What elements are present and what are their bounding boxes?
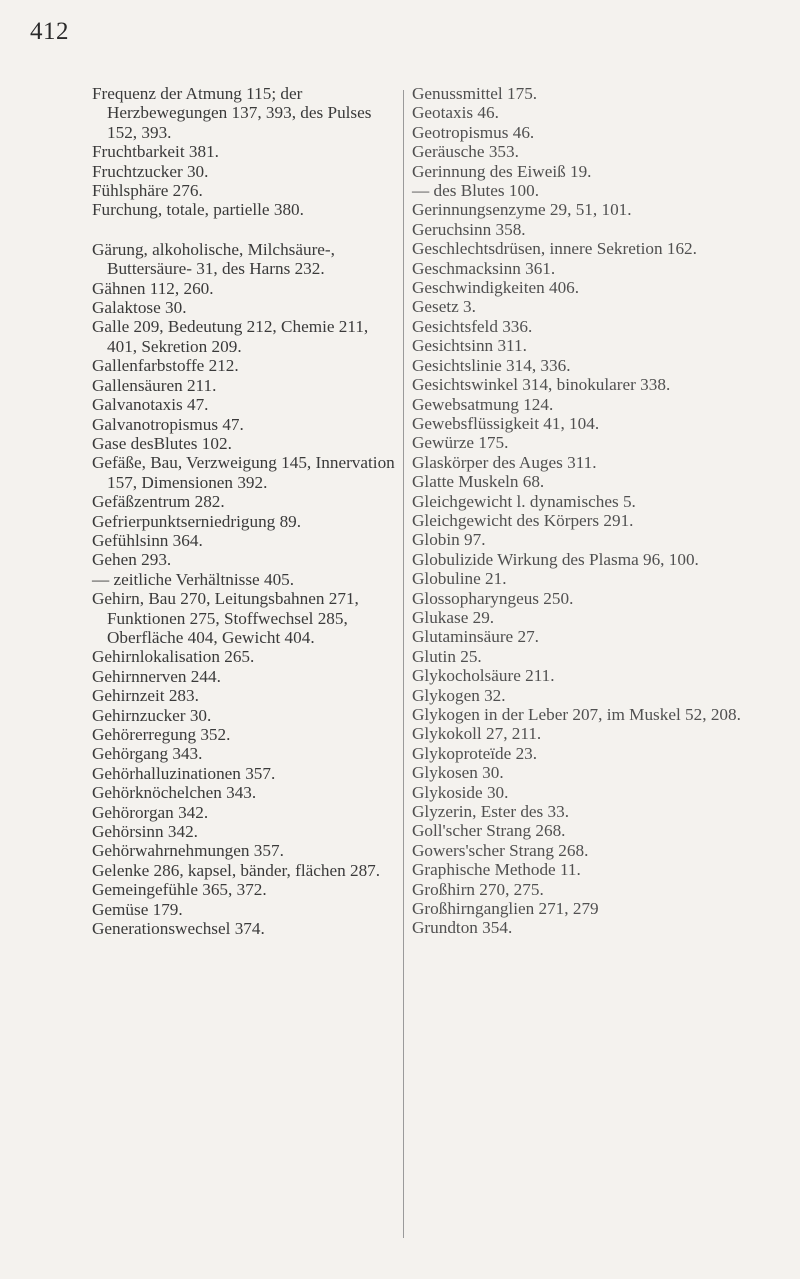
index-entry: Glutaminsäure 27. — [412, 627, 539, 647]
index-entry: Gewürze 175. — [412, 433, 509, 453]
index-entry: Generationswechsel 374. — [92, 919, 265, 939]
index-entry: Glukase 29. — [412, 607, 495, 627]
index-entry: Geräusche 353. — [412, 142, 519, 162]
index-entry: Gelenke 286, kapsel, bänder, flächen 287. — [92, 860, 381, 880]
index-entry: Gowers'scher Strang 268. — [412, 840, 589, 860]
index-entry: Gewebsflüssigkeit 41, 104. — [412, 413, 600, 433]
index-entry: Gefrierpunktserniedrigung 89. — [92, 511, 302, 531]
index-entry: Gehörhalluzinationen 357. — [92, 763, 276, 783]
index-entry: Gehörerregung 352. — [92, 725, 231, 744]
index-entry: Geotaxis 46. — [412, 103, 499, 123]
index-entry: Gehirnnerven 244. — [92, 666, 221, 686]
index-entry: Galvanotaxis 47. — [92, 395, 209, 415]
index-entry: Gewebsatmung 124. — [412, 394, 554, 414]
index-entry: Gleichgewicht des Körpers 291. — [412, 510, 634, 530]
index-entry: Graphische Methode 11. — [412, 860, 581, 880]
index-entry: Glyzerin, Ester des 33. — [412, 802, 570, 822]
index-column-right — [412, 84, 752, 938]
index-entry: Gehörgang 343. — [92, 744, 203, 764]
index-entry: Großhirnganglien 271, 279 — [412, 899, 599, 919]
index-entry: Glossopharyngeus 250. — [412, 588, 574, 608]
index-entry: Galle 209, Bedeutung 212, Chemie 211, 401, Sekretion 209. — [92, 317, 369, 356]
index-entry: Gemüse 179. — [92, 899, 183, 919]
index-entry: Gallenfarbstoffe 212. — [92, 356, 239, 376]
index-entry: Grundton 354. — [412, 918, 513, 938]
index-entry: Gefäße, Bau, Verzweigung 145, Innervation 157, Dimensionen 392. — [92, 453, 395, 492]
index-entry: Geruchsinn 358. — [412, 219, 526, 239]
index-entry: Glykoproteïde 23. — [412, 743, 538, 763]
section-gap — [92, 220, 397, 240]
index-entry: Genussmittel 175. — [412, 84, 538, 103]
page-number: 412 — [30, 18, 69, 45]
index-entry: — des Blutes 100. — [412, 181, 539, 201]
index-entry: Gesichtslinie 314, 336. — [412, 355, 571, 375]
index-entry: Glykocholsäure 211. — [412, 666, 555, 686]
index-entry: Gärung, alkoholische, Milchsäure-, Buttersäure- 31, des Harns 232. — [92, 239, 335, 279]
index-entry: Fruchtbarkeit 381. — [92, 142, 219, 162]
index-entry: Glykogen in der Leber 207, im Muskel 52, 208. — [412, 705, 741, 724]
index-entry: Glykoside 30. — [412, 782, 509, 802]
index-entry: Geotropismus 46. — [412, 122, 535, 142]
index-entry: Gehörwahrnehmungen 357. — [92, 841, 284, 861]
index-entry: Geschlechtsdrüsen, innere Sekretion 162. — [412, 239, 697, 259]
index-entry: Gallensäuren 211. — [92, 375, 217, 395]
index-entry: Gerinnung des Eiweiß 19. — [412, 161, 592, 181]
column-divider — [403, 90, 404, 1238]
index-entry: Globuline 21. — [412, 569, 507, 589]
index-entry: Gehirnlokalisation 265. — [92, 647, 255, 667]
index-entry: Großhirn 270, 275. — [412, 879, 544, 899]
index-entry: Gesichtsinn 311. — [412, 336, 527, 356]
index-entry: Gehörknöchelchen 343. — [92, 783, 257, 803]
index-entry: Gesichtsfeld 336. — [412, 316, 533, 336]
index-entry: Glaskörper des Auges 311. — [412, 452, 597, 472]
index-entry: Gefühlsinn 364. — [92, 530, 203, 550]
index-entry: Gehirnzeit 283. — [92, 686, 199, 706]
index-entry: Glatte Muskeln 68. — [412, 472, 545, 492]
index-entry: Gehirnzucker 30. — [92, 705, 212, 725]
index-entry: Gefäßzentrum 282. — [92, 492, 225, 512]
index-entry: Gleichgewicht l. dynamisches 5. — [412, 491, 636, 511]
index-entry: Glykosen 30. — [412, 763, 504, 783]
index-entry: Gehen 293. — [92, 550, 172, 570]
index-entry: Gähnen 112, 260. — [92, 278, 214, 298]
index-entry: Galvanotropismus 47. — [92, 414, 244, 434]
index-entry: Galaktose 30. — [92, 298, 187, 318]
index-entry: Gesetz 3. — [412, 297, 476, 317]
index-entry: Geschmacksinn 361. — [412, 258, 556, 278]
index-entry: Gesichtswinkel 314, binokularer 338. — [412, 375, 671, 395]
index-entry: Glykokoll 27, 211. — [412, 724, 542, 744]
index-entry: Goll'scher Strang 268. — [412, 821, 566, 841]
index-entry: Geschwindigkeiten 406. — [412, 278, 580, 298]
index-entry: — zeitliche Verhältnisse 405. — [92, 569, 295, 589]
index-entry: Gehörsinn 342. — [92, 822, 198, 842]
index-entry: Gehirn, Bau 270, Leitungsbahnen 271, Funktionen 275, Stoffwechsel 285, Oberfläche 404, Gewicht 404. — [92, 589, 359, 647]
index-entry: Globin 97. — [412, 530, 486, 550]
index-entry: Glykogen 32. — [412, 685, 506, 705]
index-entry: Glutin 25. — [412, 646, 482, 666]
index-entry: Fühlsphäre 276. — [92, 181, 203, 201]
index-entry: Frequenz der Atmung 115; der Herzbewegungen 137, 393, des Pulses 152, 393. — [92, 84, 372, 142]
index-entry: Gase desBlutes 102. — [92, 433, 232, 453]
index-entry: Furchung, totale, partielle 380. — [92, 200, 304, 220]
index-entry: Fruchtzucker 30. — [92, 161, 209, 181]
index-entry: Gerinnungsenzyme 29, 51, 101. — [412, 200, 632, 220]
index-entry: Globulizide Wirkung des Plasma 96, 100. — [412, 549, 699, 569]
index-entry: Gemeingefühle 365, 372. — [92, 880, 267, 900]
index-entry: Gehörorgan 342. — [92, 802, 209, 822]
index-column-left — [92, 84, 397, 938]
